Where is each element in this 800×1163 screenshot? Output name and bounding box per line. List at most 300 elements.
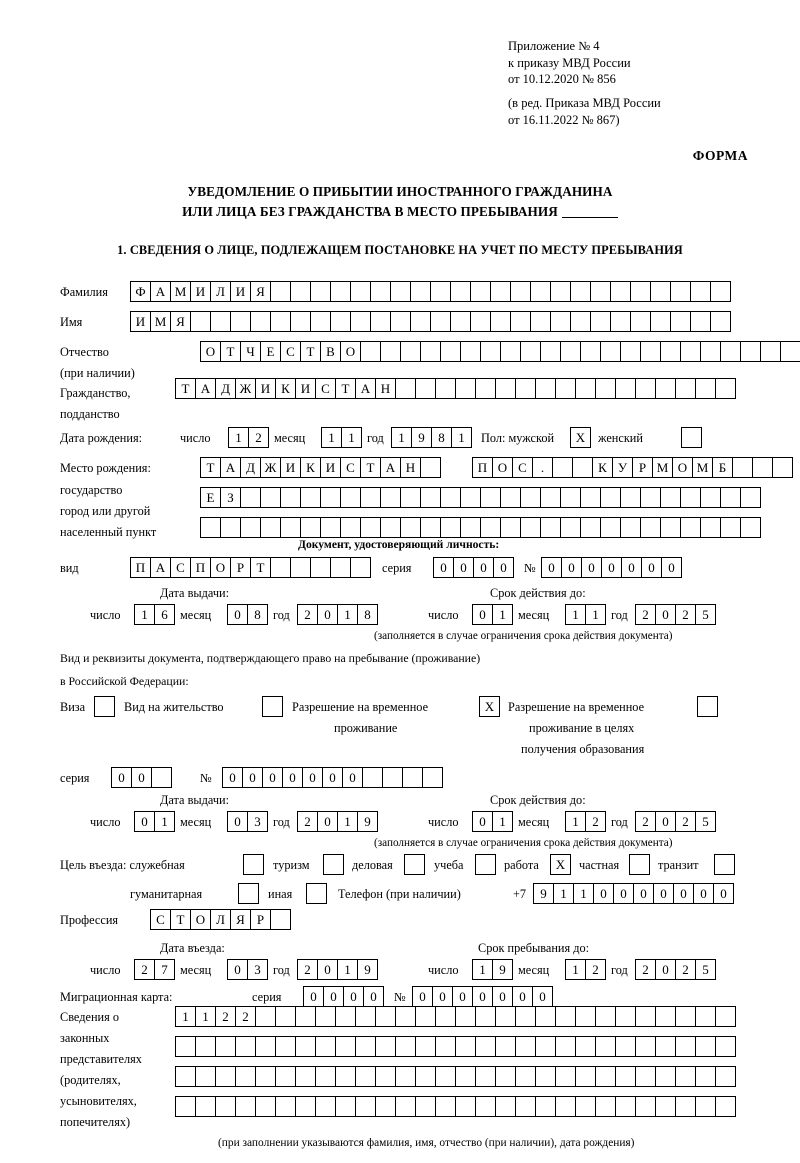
form-cell[interactable]: 9 bbox=[357, 959, 378, 980]
form-cell[interactable] bbox=[560, 517, 581, 538]
form-cell[interactable]: 2 bbox=[134, 959, 155, 980]
field-doc-valid-month[interactable] bbox=[565, 604, 605, 625]
form-cell[interactable] bbox=[500, 341, 521, 362]
form-cell[interactable]: 1 bbox=[585, 604, 606, 625]
form-cell[interactable] bbox=[362, 767, 383, 788]
form-cell[interactable]: Ж bbox=[235, 378, 256, 399]
form-cell[interactable]: 0 bbox=[561, 557, 582, 578]
form-cell[interactable] bbox=[200, 517, 221, 538]
form-cell[interactable]: И bbox=[255, 378, 276, 399]
form-cell[interactable]: К bbox=[300, 457, 321, 478]
form-cell[interactable]: Л bbox=[210, 909, 231, 930]
form-cell[interactable] bbox=[460, 517, 481, 538]
form-cell[interactable]: 0 bbox=[222, 767, 243, 788]
field-doc-valid-day[interactable] bbox=[472, 604, 512, 625]
form-cell[interactable] bbox=[335, 1006, 356, 1027]
checkbox-purpose-official[interactable] bbox=[243, 854, 264, 875]
form-cell[interactable]: 0 bbox=[134, 811, 155, 832]
form-cell[interactable]: 5 bbox=[695, 811, 716, 832]
form-cell[interactable] bbox=[382, 767, 403, 788]
form-cell[interactable] bbox=[555, 1096, 576, 1117]
form-cell[interactable]: С bbox=[280, 341, 301, 362]
form-cell[interactable]: 0 bbox=[472, 811, 493, 832]
field-entry-month[interactable] bbox=[227, 959, 267, 980]
form-cell[interactable] bbox=[355, 1036, 376, 1057]
form-cell[interactable]: 2 bbox=[635, 811, 656, 832]
field-legal-row-1[interactable] bbox=[175, 1006, 735, 1027]
form-cell[interactable]: 0 bbox=[363, 986, 384, 1007]
field-stay-day[interactable] bbox=[472, 959, 512, 980]
form-cell[interactable] bbox=[620, 341, 641, 362]
form-cell[interactable] bbox=[395, 378, 416, 399]
checkbox-purpose-business[interactable] bbox=[404, 854, 425, 875]
form-cell[interactable]: О bbox=[340, 341, 361, 362]
form-cell[interactable] bbox=[395, 1066, 416, 1087]
form-cell[interactable] bbox=[575, 378, 596, 399]
form-cell[interactable]: 2 bbox=[585, 811, 606, 832]
form-cell[interactable] bbox=[370, 311, 391, 332]
form-cell[interactable]: 6 bbox=[154, 604, 175, 625]
form-cell[interactable] bbox=[335, 1036, 356, 1057]
form-cell[interactable] bbox=[235, 1066, 256, 1087]
form-cell[interactable] bbox=[151, 767, 172, 788]
form-cell[interactable] bbox=[215, 1036, 236, 1057]
form-cell[interactable]: 0 bbox=[227, 604, 248, 625]
field-name[interactable] bbox=[130, 311, 730, 332]
form-cell[interactable]: И bbox=[190, 281, 211, 302]
form-cell[interactable] bbox=[280, 487, 301, 508]
form-cell[interactable] bbox=[490, 281, 511, 302]
form-cell[interactable] bbox=[435, 1006, 456, 1027]
form-cell[interactable] bbox=[695, 1066, 716, 1087]
form-cell[interactable] bbox=[330, 281, 351, 302]
field-doc-number[interactable] bbox=[541, 557, 681, 578]
form-cell[interactable] bbox=[540, 517, 561, 538]
form-cell[interactable]: . bbox=[532, 457, 553, 478]
form-cell[interactable] bbox=[240, 517, 261, 538]
form-cell[interactable] bbox=[455, 1006, 476, 1027]
form-cell[interactable] bbox=[455, 1036, 476, 1057]
form-cell[interactable] bbox=[720, 517, 741, 538]
form-cell[interactable] bbox=[635, 1036, 656, 1057]
field-birth-city-row1[interactable] bbox=[472, 457, 792, 478]
form-cell[interactable]: Д bbox=[240, 457, 261, 478]
form-cell[interactable] bbox=[500, 517, 521, 538]
form-cell[interactable] bbox=[610, 281, 631, 302]
checkbox-purpose-study[interactable] bbox=[475, 854, 496, 875]
form-cell[interactable] bbox=[700, 487, 721, 508]
form-cell[interactable]: 1 bbox=[492, 604, 513, 625]
form-cell[interactable] bbox=[460, 487, 481, 508]
field-doc-issue-day[interactable] bbox=[134, 604, 174, 625]
form-cell[interactable]: 2 bbox=[297, 959, 318, 980]
form-cell[interactable]: 2 bbox=[635, 959, 656, 980]
form-cell[interactable] bbox=[520, 487, 541, 508]
form-cell[interactable] bbox=[500, 487, 521, 508]
form-cell[interactable] bbox=[215, 1066, 236, 1087]
form-cell[interactable] bbox=[360, 517, 381, 538]
form-cell[interactable] bbox=[190, 311, 211, 332]
form-cell[interactable]: 0 bbox=[303, 986, 324, 1007]
form-cell[interactable] bbox=[290, 311, 311, 332]
form-cell[interactable] bbox=[330, 557, 351, 578]
form-cell[interactable] bbox=[655, 1066, 676, 1087]
form-cell[interactable]: М bbox=[150, 311, 171, 332]
form-cell[interactable]: И bbox=[320, 457, 341, 478]
form-cell[interactable] bbox=[515, 1006, 536, 1027]
form-cell[interactable] bbox=[235, 1096, 256, 1117]
form-cell[interactable] bbox=[550, 311, 571, 332]
field-stay-valid-year[interactable] bbox=[635, 811, 715, 832]
form-cell[interactable]: 2 bbox=[675, 959, 696, 980]
form-cell[interactable] bbox=[640, 341, 661, 362]
form-cell[interactable]: О bbox=[672, 457, 693, 478]
form-cell[interactable] bbox=[675, 378, 696, 399]
form-cell[interactable] bbox=[195, 1036, 216, 1057]
form-cell[interactable]: 8 bbox=[247, 604, 268, 625]
form-cell[interactable] bbox=[515, 1066, 536, 1087]
form-cell[interactable]: 1 bbox=[321, 427, 342, 448]
form-cell[interactable] bbox=[615, 1096, 636, 1117]
form-cell[interactable] bbox=[675, 1066, 696, 1087]
form-cell[interactable]: 9 bbox=[411, 427, 432, 448]
form-cell[interactable]: 0 bbox=[601, 557, 622, 578]
form-cell[interactable]: Т bbox=[220, 341, 241, 362]
field-entry-year[interactable] bbox=[297, 959, 377, 980]
form-cell[interactable]: П bbox=[472, 457, 493, 478]
field-doc-kind[interactable] bbox=[130, 557, 370, 578]
checkbox-purpose-work[interactable]: X bbox=[550, 854, 571, 875]
form-cell[interactable] bbox=[415, 1006, 436, 1027]
form-cell[interactable] bbox=[570, 281, 591, 302]
form-cell[interactable]: Я bbox=[250, 281, 271, 302]
form-cell[interactable]: 0 bbox=[472, 986, 493, 1007]
form-cell[interactable]: 1 bbox=[337, 811, 358, 832]
form-cell[interactable] bbox=[402, 767, 423, 788]
form-cell[interactable]: 2 bbox=[248, 427, 269, 448]
form-cell[interactable] bbox=[390, 281, 411, 302]
form-cell[interactable] bbox=[315, 1036, 336, 1057]
form-cell[interactable] bbox=[670, 281, 691, 302]
form-cell[interactable] bbox=[300, 517, 321, 538]
form-cell[interactable]: К bbox=[275, 378, 296, 399]
form-cell[interactable] bbox=[375, 1066, 396, 1087]
form-cell[interactable]: 0 bbox=[242, 767, 263, 788]
form-cell[interactable]: 0 bbox=[673, 883, 694, 904]
form-cell[interactable] bbox=[560, 487, 581, 508]
form-cell[interactable]: И bbox=[295, 378, 316, 399]
form-cell[interactable] bbox=[335, 1096, 356, 1117]
form-cell[interactable] bbox=[555, 1006, 576, 1027]
form-cell[interactable] bbox=[650, 281, 671, 302]
form-cell[interactable] bbox=[300, 487, 321, 508]
form-cell[interactable] bbox=[215, 1096, 236, 1117]
form-cell[interactable]: 1 bbox=[134, 604, 155, 625]
form-cell[interactable] bbox=[590, 311, 611, 332]
form-cell[interactable]: 2 bbox=[297, 604, 318, 625]
form-cell[interactable]: Ф bbox=[130, 281, 151, 302]
form-cell[interactable] bbox=[475, 1036, 496, 1057]
form-cell[interactable]: 0 bbox=[541, 557, 562, 578]
form-cell[interactable]: 9 bbox=[357, 811, 378, 832]
form-cell[interactable] bbox=[710, 281, 731, 302]
form-cell[interactable] bbox=[552, 457, 573, 478]
form-cell[interactable]: 7 bbox=[154, 959, 175, 980]
form-cell[interactable] bbox=[535, 1006, 556, 1027]
form-cell[interactable]: 0 bbox=[693, 883, 714, 904]
form-cell[interactable]: Т bbox=[335, 378, 356, 399]
checkbox-purpose-humanitarian[interactable] bbox=[238, 883, 259, 904]
form-cell[interactable] bbox=[340, 517, 361, 538]
form-cell[interactable]: 1 bbox=[553, 883, 574, 904]
form-cell[interactable] bbox=[375, 1036, 396, 1057]
form-cell[interactable] bbox=[700, 341, 721, 362]
form-cell[interactable]: 1 bbox=[565, 959, 586, 980]
form-cell[interactable]: 0 bbox=[653, 883, 674, 904]
form-cell[interactable]: 2 bbox=[585, 959, 606, 980]
form-cell[interactable] bbox=[535, 1096, 556, 1117]
form-cell[interactable]: О bbox=[210, 557, 231, 578]
form-cell[interactable]: 0 bbox=[282, 767, 303, 788]
form-cell[interactable]: 1 bbox=[341, 427, 362, 448]
form-cell[interactable] bbox=[555, 1066, 576, 1087]
form-cell[interactable] bbox=[470, 281, 491, 302]
form-cell[interactable] bbox=[520, 341, 541, 362]
form-cell[interactable]: 1 bbox=[337, 959, 358, 980]
form-cell[interactable] bbox=[695, 1036, 716, 1057]
form-cell[interactable] bbox=[270, 909, 291, 930]
form-cell[interactable]: 0 bbox=[412, 986, 433, 1007]
form-cell[interactable]: М bbox=[170, 281, 191, 302]
form-cell[interactable]: 0 bbox=[641, 557, 662, 578]
form-cell[interactable]: 8 bbox=[431, 427, 452, 448]
form-cell[interactable] bbox=[600, 487, 621, 508]
form-cell[interactable]: 1 bbox=[565, 811, 586, 832]
form-cell[interactable] bbox=[530, 311, 551, 332]
form-cell[interactable] bbox=[320, 487, 341, 508]
form-cell[interactable] bbox=[310, 311, 331, 332]
form-cell[interactable] bbox=[520, 517, 541, 538]
form-cell[interactable]: 0 bbox=[492, 986, 513, 1007]
form-cell[interactable]: 8 bbox=[357, 604, 378, 625]
form-cell[interactable] bbox=[275, 1096, 296, 1117]
form-cell[interactable]: 1 bbox=[154, 811, 175, 832]
form-cell[interactable] bbox=[660, 517, 681, 538]
checkbox-sex-male[interactable]: X bbox=[570, 427, 591, 448]
form-cell[interactable] bbox=[575, 1006, 596, 1027]
form-cell[interactable] bbox=[475, 1096, 496, 1117]
form-cell[interactable]: Н bbox=[375, 378, 396, 399]
field-doc-valid-year[interactable] bbox=[635, 604, 715, 625]
form-cell[interactable]: 9 bbox=[492, 959, 513, 980]
field-stay-series[interactable] bbox=[111, 767, 171, 788]
form-cell[interactable] bbox=[430, 311, 451, 332]
form-cell[interactable]: И bbox=[280, 457, 301, 478]
form-cell[interactable] bbox=[415, 1066, 436, 1087]
form-cell[interactable]: М bbox=[652, 457, 673, 478]
form-cell[interactable] bbox=[715, 1006, 736, 1027]
form-cell[interactable] bbox=[600, 341, 621, 362]
form-cell[interactable] bbox=[655, 1036, 676, 1057]
checkbox-purpose-transit[interactable] bbox=[714, 854, 735, 875]
form-cell[interactable]: О bbox=[200, 341, 221, 362]
form-cell[interactable] bbox=[295, 1036, 316, 1057]
form-cell[interactable] bbox=[535, 1036, 556, 1057]
form-cell[interactable]: А bbox=[150, 281, 171, 302]
form-cell[interactable] bbox=[295, 1096, 316, 1117]
form-cell[interactable]: 0 bbox=[581, 557, 602, 578]
form-cell[interactable]: С bbox=[315, 378, 336, 399]
form-cell[interactable] bbox=[580, 341, 601, 362]
form-cell[interactable] bbox=[570, 311, 591, 332]
form-cell[interactable] bbox=[720, 341, 741, 362]
form-cell[interactable] bbox=[460, 341, 481, 362]
form-cell[interactable] bbox=[675, 1036, 696, 1057]
form-cell[interactable]: 1 bbox=[573, 883, 594, 904]
form-cell[interactable]: 0 bbox=[655, 959, 676, 980]
field-migration-series[interactable] bbox=[303, 986, 383, 1007]
field-birth-month[interactable] bbox=[321, 427, 361, 448]
form-cell[interactable] bbox=[690, 311, 711, 332]
form-cell[interactable] bbox=[575, 1096, 596, 1117]
form-cell[interactable] bbox=[175, 1066, 196, 1087]
form-cell[interactable]: Ч bbox=[240, 341, 261, 362]
form-cell[interactable]: Б bbox=[712, 457, 733, 478]
form-cell[interactable]: 0 bbox=[433, 557, 454, 578]
form-cell[interactable] bbox=[732, 457, 753, 478]
form-cell[interactable] bbox=[400, 341, 421, 362]
form-cell[interactable]: С bbox=[340, 457, 361, 478]
form-cell[interactable] bbox=[260, 517, 281, 538]
form-cell[interactable] bbox=[700, 517, 721, 538]
form-cell[interactable] bbox=[310, 557, 331, 578]
form-cell[interactable] bbox=[270, 557, 291, 578]
form-cell[interactable] bbox=[635, 1006, 656, 1027]
form-cell[interactable]: 1 bbox=[195, 1006, 216, 1027]
field-birth-day[interactable] bbox=[228, 427, 268, 448]
form-cell[interactable] bbox=[475, 1006, 496, 1027]
form-cell[interactable]: Е bbox=[260, 341, 281, 362]
form-cell[interactable] bbox=[375, 1096, 396, 1117]
form-cell[interactable] bbox=[540, 341, 561, 362]
field-legal-row-4[interactable] bbox=[175, 1096, 735, 1117]
field-profession[interactable] bbox=[150, 909, 290, 930]
form-cell[interactable]: З bbox=[220, 487, 241, 508]
form-cell[interactable] bbox=[240, 487, 261, 508]
form-cell[interactable]: П bbox=[130, 557, 151, 578]
form-cell[interactable] bbox=[690, 281, 711, 302]
form-cell[interactable] bbox=[340, 487, 361, 508]
form-cell[interactable] bbox=[360, 341, 381, 362]
checkbox-purpose-private[interactable] bbox=[629, 854, 650, 875]
form-cell[interactable] bbox=[695, 1096, 716, 1117]
form-cell[interactable] bbox=[295, 1006, 316, 1027]
form-cell[interactable]: 0 bbox=[452, 986, 473, 1007]
form-cell[interactable]: В bbox=[320, 341, 341, 362]
form-cell[interactable] bbox=[290, 557, 311, 578]
form-cell[interactable] bbox=[435, 1036, 456, 1057]
form-cell[interactable]: А bbox=[355, 378, 376, 399]
form-cell[interactable]: 0 bbox=[323, 986, 344, 1007]
form-cell[interactable] bbox=[675, 1006, 696, 1027]
form-cell[interactable] bbox=[175, 1096, 196, 1117]
form-cell[interactable] bbox=[580, 487, 601, 508]
form-cell[interactable] bbox=[375, 1006, 396, 1027]
form-cell[interactable]: 0 bbox=[472, 604, 493, 625]
form-cell[interactable] bbox=[515, 1096, 536, 1117]
form-cell[interactable] bbox=[615, 1036, 636, 1057]
field-stay-issue-year[interactable] bbox=[297, 811, 377, 832]
form-cell[interactable] bbox=[575, 1036, 596, 1057]
form-cell[interactable]: 2 bbox=[675, 811, 696, 832]
form-cell[interactable] bbox=[760, 341, 781, 362]
form-cell[interactable] bbox=[315, 1006, 336, 1027]
form-cell[interactable] bbox=[480, 341, 501, 362]
form-cell[interactable] bbox=[415, 1036, 436, 1057]
form-cell[interactable] bbox=[535, 1066, 556, 1087]
form-cell[interactable] bbox=[515, 378, 536, 399]
field-migration-number[interactable] bbox=[412, 986, 552, 1007]
form-cell[interactable] bbox=[350, 281, 371, 302]
form-cell[interactable]: 0 bbox=[227, 959, 248, 980]
field-doc-issue-year[interactable] bbox=[297, 604, 377, 625]
form-cell[interactable]: 2 bbox=[215, 1006, 236, 1027]
form-cell[interactable] bbox=[455, 378, 476, 399]
form-cell[interactable] bbox=[355, 1096, 376, 1117]
form-cell[interactable] bbox=[290, 281, 311, 302]
form-cell[interactable] bbox=[220, 517, 241, 538]
form-cell[interactable]: 0 bbox=[302, 767, 323, 788]
form-cell[interactable] bbox=[772, 457, 793, 478]
form-cell[interactable]: 5 bbox=[695, 959, 716, 980]
form-cell[interactable] bbox=[440, 517, 461, 538]
form-cell[interactable] bbox=[780, 341, 800, 362]
form-cell[interactable] bbox=[175, 1036, 196, 1057]
form-cell[interactable]: С bbox=[150, 909, 171, 930]
form-cell[interactable] bbox=[650, 311, 671, 332]
checkbox-purpose-tourism[interactable] bbox=[323, 854, 344, 875]
form-cell[interactable] bbox=[315, 1066, 336, 1087]
form-cell[interactable] bbox=[610, 311, 631, 332]
form-cell[interactable] bbox=[655, 1096, 676, 1117]
form-cell[interactable] bbox=[510, 281, 531, 302]
form-cell[interactable] bbox=[655, 1006, 676, 1027]
form-cell[interactable] bbox=[415, 378, 436, 399]
form-cell[interactable]: А bbox=[220, 457, 241, 478]
field-stay-issue-day[interactable] bbox=[134, 811, 174, 832]
form-cell[interactable]: 0 bbox=[512, 986, 533, 1007]
form-cell[interactable] bbox=[415, 1096, 436, 1117]
form-cell[interactable] bbox=[435, 1066, 456, 1087]
form-cell[interactable] bbox=[310, 281, 331, 302]
form-cell[interactable] bbox=[510, 311, 531, 332]
form-cell[interactable] bbox=[530, 281, 551, 302]
form-cell[interactable] bbox=[315, 1096, 336, 1117]
form-cell[interactable] bbox=[635, 1066, 656, 1087]
form-cell[interactable]: Т bbox=[250, 557, 271, 578]
form-cell[interactable] bbox=[620, 487, 641, 508]
form-cell[interactable] bbox=[635, 378, 656, 399]
form-cell[interactable]: Т bbox=[170, 909, 191, 930]
field-stay-number[interactable] bbox=[222, 767, 442, 788]
form-cell[interactable]: 0 bbox=[343, 986, 364, 1007]
form-cell[interactable]: Т bbox=[200, 457, 221, 478]
form-cell[interactable] bbox=[635, 1096, 656, 1117]
form-cell[interactable]: 0 bbox=[655, 811, 676, 832]
form-cell[interactable]: Р bbox=[632, 457, 653, 478]
form-cell[interactable] bbox=[535, 378, 556, 399]
form-cell[interactable]: С bbox=[170, 557, 191, 578]
